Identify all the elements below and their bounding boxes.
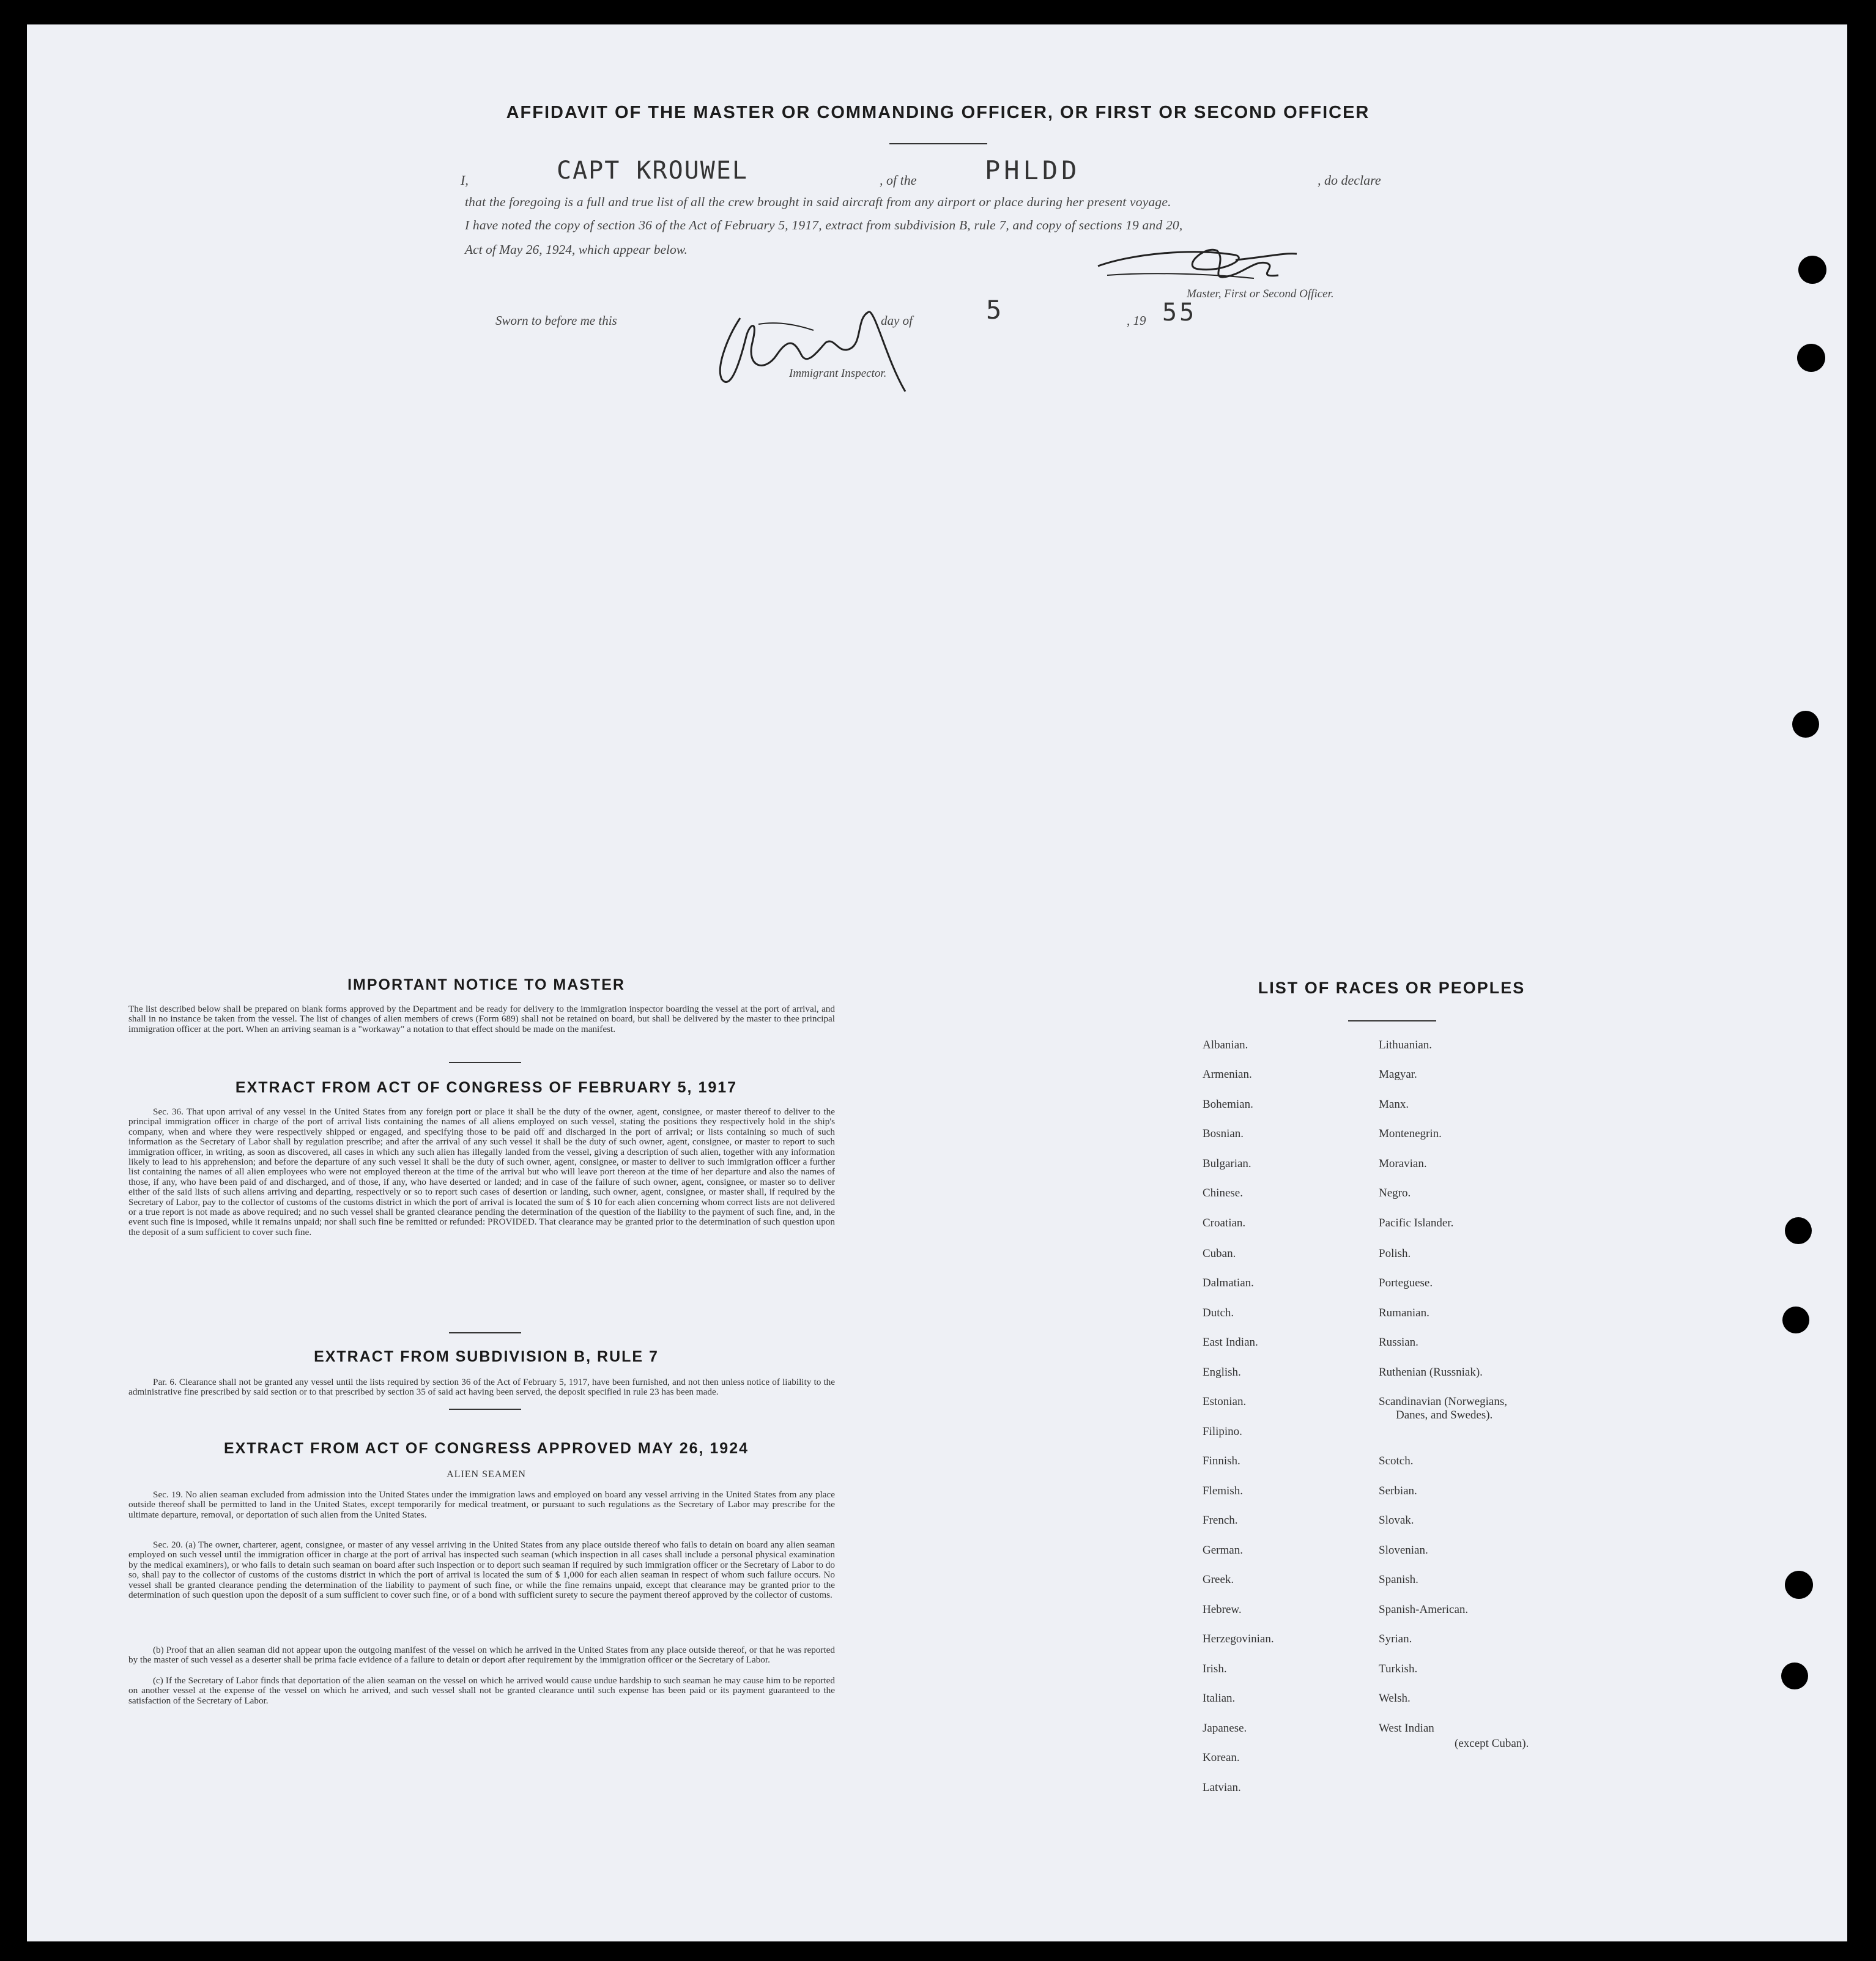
- race-item: Bulgarian.: [1203, 1157, 1251, 1170]
- race-item: Irish.: [1203, 1663, 1227, 1675]
- race-item: Korean.: [1203, 1751, 1240, 1764]
- day-value-handwritten: 5: [986, 295, 1002, 325]
- race-item: Slovenian.: [1379, 1544, 1428, 1557]
- race-item: Polish.: [1379, 1247, 1411, 1260]
- race-item: Dutch.: [1203, 1307, 1234, 1319]
- race-item: Danes, and Swedes).: [1396, 1409, 1493, 1422]
- race-item: Dalmatian.: [1203, 1277, 1254, 1289]
- subdivision-b-divider: [449, 1409, 521, 1410]
- punch-hole: [1781, 1663, 1808, 1689]
- year-value-handwritten: 55: [1162, 298, 1197, 327]
- race-item: Albanian.: [1203, 1039, 1248, 1051]
- race-item: West Indian: [1379, 1722, 1434, 1735]
- master-signature-caption: Master, First or Second Officer.: [1187, 287, 1334, 300]
- day-of-label: day of: [881, 313, 913, 328]
- race-item: Bohemian.: [1203, 1098, 1253, 1111]
- inspector-signature: [703, 300, 936, 404]
- extract-1924-sec20b: (b) Proof that an alien seaman did not appear upon the outgoing manifest of the vessel on which he arrived in the United States from any place outside thereof, or that he was reported by the master of such vessel as a deserter shall be prima facie evidence of a failure to detain or deport after requirement by the immigration officer or the Secretary of Labor.: [128, 1645, 835, 1666]
- race-item: German.: [1203, 1544, 1243, 1557]
- extract-1917-title: EXTRACT FROM ACT OF CONGRESS OF FEBRUARY 5, 1917: [235, 1079, 738, 1096]
- race-item: Greek.: [1203, 1573, 1234, 1586]
- race-item: Italian.: [1203, 1692, 1236, 1705]
- race-item: Pacific Islander.: [1379, 1217, 1454, 1229]
- extract-1917-divider: [449, 1332, 521, 1333]
- race-item: Manx.: [1379, 1098, 1409, 1111]
- title-underline: [889, 143, 987, 144]
- punch-hole: [1785, 1571, 1813, 1599]
- race-item: French.: [1203, 1514, 1238, 1527]
- race-item: Herzegovinian.: [1203, 1633, 1274, 1645]
- race-item: Flemish.: [1203, 1485, 1243, 1497]
- master-name-handwritten: CAPT KROUWEL: [557, 157, 748, 185]
- inspector-caption: Immigrant Inspector.: [789, 367, 887, 380]
- extract-1924-sec20a: Sec. 20. (a) The owner, charterer, agent, consignee, or master of any vessel arriving in the United States from any place outside thereof who fails to detain on board any alien seaman employed on such vessel until the immigration officer in charge at the port of arrival has inspected such seaman (which inspection in all cases shall include a personal physical examination by the medical examiners), or who fails to detain such seaman on board after such inspection or to deport such seaman if required by such immigration officer or the Secretary of Labor to do so, shall pay to the collector of customs of the customs district in which the port of arrival is located the sum of $ 1,000 for each alien seaman in respect of whom such failure occurs. No vessel shall be granted clearance pending the determination of the liability to payment of such fine, or while the fine remains unpaid, except that clearance may be granted prior to the determination of such question upon the deposit of a sum sufficient to cover such fine, or of a bond with sufficient surety to secure the payment thereof approved by the collector of customs.: [128, 1540, 835, 1601]
- subdivision-b-body: Par. 6. Clearance shall not be granted any vessel until the lists required by section 36 of the Act of February 5, 1917, have been furnished, and not then unless notice of liability to the administrative fine prescribed by said section or to that prescribed by section 35 of said act having been served, the deposit specified in rule 23 has been made.: [128, 1377, 835, 1398]
- race-item: Negro.: [1379, 1187, 1411, 1199]
- race-item: Rumanian.: [1379, 1307, 1429, 1319]
- race-item: Japanese.: [1203, 1722, 1247, 1735]
- affidavit-line-2: I have noted the copy of section 36 of the Act of February 5, 1917, extract from subdivision B, rule 7, and copy of sections 19 and 20,: [465, 218, 1183, 232]
- punch-hole: [1797, 344, 1825, 372]
- race-item: Hebrew.: [1203, 1603, 1242, 1616]
- race-item: Syrian.: [1379, 1633, 1412, 1645]
- race-item: Cuban.: [1203, 1247, 1236, 1260]
- punch-hole: [1798, 256, 1826, 284]
- races-title: LIST OF RACES OR PEOPLES: [1258, 979, 1526, 997]
- race-item: Turkish.: [1379, 1663, 1418, 1675]
- race-item: Scotch.: [1379, 1455, 1414, 1467]
- i-label: I,: [461, 172, 469, 188]
- affidavit-line-1: that the foregoing is a full and true list of all the crew brought in said aircraft from any airport or place during her present voyage.: [465, 195, 1171, 209]
- race-item: Spanish-American.: [1379, 1603, 1469, 1616]
- extract-1924-title: EXTRACT FROM ACT OF CONGRESS APPROVED MAY 26, 1924: [223, 1440, 749, 1457]
- race-item: Serbian.: [1379, 1485, 1417, 1497]
- subdivision-b-title: EXTRACT FROM SUBDIVISION B, RULE 7: [314, 1348, 659, 1365]
- notice-body: The list described below shall be prepared on blank forms approved by the Department and be ready for delivery to the immigration inspector boarding the vessel at the port of arrival, and shall in no instance be taken from the vessel. The list of changes of alien members of crews (Form 689) shall not be retained on board, but shall be delivered by the master to thee principal immigration officer at the port. When an arriving seaman is a "workaway" a notation to that effect should be made on the manifest.: [128, 1004, 835, 1034]
- race-item: Montenegrin.: [1379, 1127, 1442, 1140]
- extract-1924-sec20c: (c) If the Secretary of Labor finds that deportation of the alien seaman on the vessel on which he arrived would cause undue hardship to such seaman he may cause him to be reported on another vessel at the expense of the vessel on which he arrived, and such vessel shall not be granted clearance until such expense has been paid or its payment guaranteed to the satisfaction of the Secretary of Labor.: [128, 1675, 835, 1706]
- notice-title: IMPORTANT NOTICE TO MASTER: [347, 976, 625, 993]
- punch-hole: [1782, 1307, 1809, 1333]
- race-item: Russian.: [1379, 1336, 1418, 1349]
- notice-divider: [449, 1062, 521, 1063]
- race-item: Lithuanian.: [1379, 1039, 1433, 1051]
- race-item: Scandinavian (Norwegians,: [1379, 1395, 1507, 1408]
- punch-hole: [1792, 711, 1819, 738]
- race-item: Chinese.: [1203, 1187, 1243, 1199]
- race-item: Estonian.: [1203, 1395, 1247, 1408]
- race-item: Latvian.: [1203, 1781, 1241, 1794]
- race-item: Armenian.: [1203, 1068, 1252, 1081]
- sworn-label: Sworn to before me this: [495, 313, 617, 328]
- race-item: (except Cuban).: [1455, 1737, 1529, 1750]
- extract-1924-sec19: Sec. 19. No alien seaman excluded from admission into the United States under the immigration laws and employed on board any vessel arriving in the United States from any place outside thereof shall be permitted to land in the United States, except temporarily for medical treatment, or pursuant to such regulations as the Secretary of Labor may prescribe for the ultimate departure, removal, or deportation of such alien from the United States.: [128, 1489, 835, 1520]
- extract-1924-subtitle: ALIEN SEAMEN: [447, 1469, 526, 1480]
- race-item: Finnish.: [1203, 1455, 1240, 1467]
- race-item: Porteguese.: [1379, 1277, 1433, 1289]
- aircraft-registration-handwritten: PHLDD: [985, 155, 1081, 185]
- affidavit-title: AFFIDAVIT OF THE MASTER OR COMMANDING OFFICER, OR FIRST OR SECOND OFFICER: [506, 103, 1370, 122]
- race-item: Ruthenian (Russniak).: [1379, 1366, 1483, 1379]
- races-underline: [1348, 1020, 1436, 1021]
- do-declare-label: , do declare: [1318, 172, 1381, 188]
- affidavit-line-3: Act of May 26, 1924, which appear below.: [465, 242, 688, 257]
- race-item: Croatian.: [1203, 1217, 1246, 1229]
- race-item: Magyar.: [1379, 1068, 1417, 1081]
- race-item: Filipino.: [1203, 1425, 1242, 1438]
- race-item: Spanish.: [1379, 1573, 1418, 1586]
- race-item: English.: [1203, 1366, 1241, 1379]
- race-item: Slovak.: [1379, 1514, 1414, 1527]
- extract-1917-body: Sec. 36. That upon arrival of any vessel in the United States from any foreign port or place it shall be the duty of the owner, agent, consignee, or master thereof to deliver to the principal immigration officer in charge of the port of arrival lists containing the names of all aliens employed on such vessel, stating the positions they respectively hold in the ship's company, when and where they were respectively shipped or engaged, and specifying those to be paid off and discharged in the port of arrival; or lists containing so much of such information as the Secretary of Labor shall by regulation prescribe; and after the arrival of any such vessel it shall be the duty of such owner, agent, consignee, or master to report to such immigration officer, in writing, as soon as discovered, all cases in which any such alien has illegally landed from the vessel, giving a description of such alien, together with any information likely to lead to his apprehension; and before the departure of any such vessel it shall be the duty of such owner, agent, consignee, or master to deliver to such immigration officer a further list containing the names of all alien employees who were not employed thereon at the time of the arrival but who will leave port thereon at the time of her departure and also the names of those, if any, who have been paid of and discharged, and of those, if any, who have deserted or landed; and in case of the failure of such owner, agent, consignee, or master so to deliver either of the said lists of such aliens arriving and departing, respectively or so to report such cases of desertion or landing, such owner, agent, consignee, or master shall, if required by the Secretary of Labor, pay to the collector of customs of the customs district in which the port of arrival is located the sum of $ 10 for each alien concerning whom correct lists are not delivered or a true report is not made as above required; and no such vessel shall be granted clearance pending the determination of the question of the liability to the payment of such fine, and, in the event such fine is imposed, while it remains unpaid; nor shall such fine be remitted or refunded: PROVIDED. That clearance may be granted prior to the determination of such question upon the deposit of a sum sufficient to cover such fine.: [128, 1107, 835, 1237]
- punch-hole: [1785, 1217, 1812, 1244]
- of-the-label: , of the: [880, 172, 917, 188]
- year-prefix: , 19: [1127, 313, 1146, 328]
- race-item: East Indian.: [1203, 1336, 1258, 1349]
- race-item: Welsh.: [1379, 1692, 1411, 1705]
- race-item: Moravian.: [1379, 1157, 1427, 1170]
- race-item: Bosnian.: [1203, 1127, 1244, 1140]
